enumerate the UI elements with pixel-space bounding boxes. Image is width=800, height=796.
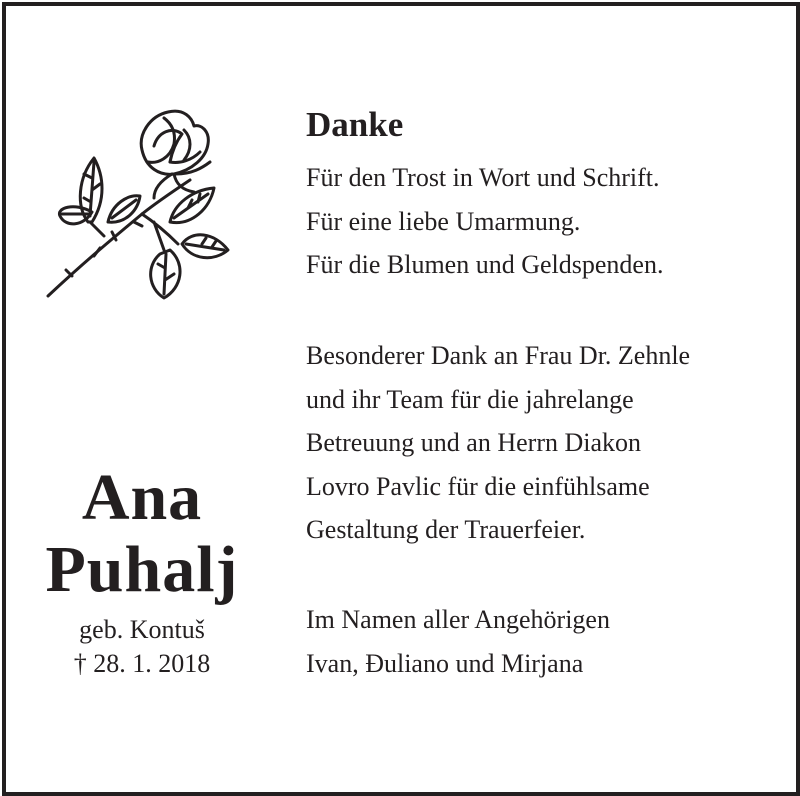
- deceased-last-name: Puhalj: [45, 533, 239, 606]
- notice-heading: Danke: [306, 105, 404, 144]
- special-thanks-line: Gestaltung der Trauerfeier.: [306, 515, 586, 544]
- signature-line: Im Namen aller Angehörigen: [306, 605, 610, 634]
- special-thanks-line: Betreuung und an Herrn Diakon: [306, 428, 642, 457]
- special-thanks-line: Besonderer Dank an Frau Dr. Zehnle: [306, 341, 691, 370]
- special-thanks-line: Lovro Pavlic für die einfühlsame: [306, 471, 650, 501]
- thanks-line: Für eine liebe Umarmung.: [306, 206, 581, 236]
- thanks-line: Für die Blumen und Geldspenden.: [306, 250, 664, 279]
- rose-icon: [42, 104, 238, 304]
- signature-paragraph: [306, 598, 610, 685]
- thanks-paragraph: [306, 156, 663, 287]
- special-thanks-paragraph: [306, 334, 690, 552]
- thanks-line: Für den Trost in Wort und Schrift.: [306, 163, 660, 192]
- special-thanks-line: und ihr Team für die jahrelange: [306, 384, 634, 414]
- deceased-first-name: Ana: [81, 461, 203, 534]
- maiden-name: geb. Kontuš: [79, 615, 205, 644]
- death-date: † 28. 1. 2018: [73, 649, 211, 678]
- signature-line: Ivan, Đuliano und Mirjana: [306, 648, 584, 678]
